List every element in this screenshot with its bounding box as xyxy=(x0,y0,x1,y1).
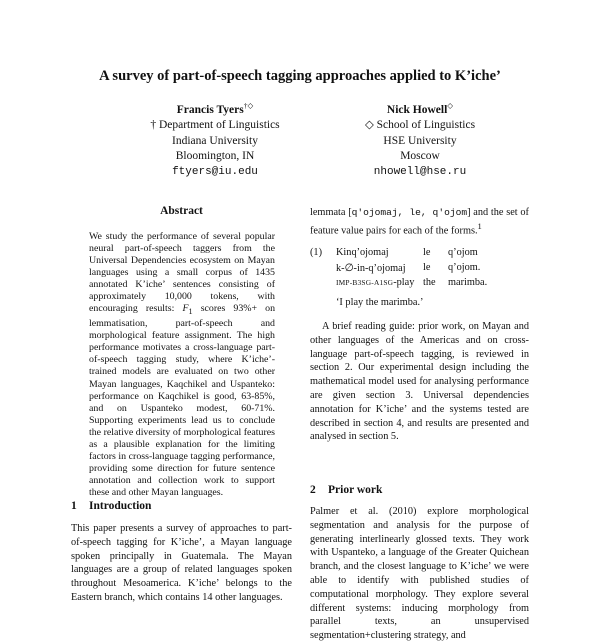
example-word-1: Kinq’ojomaj xyxy=(336,247,389,258)
affiliation-location: Bloomington, IN xyxy=(175,150,255,163)
prior-work-paragraph: Palmer et al. (2010) explore morphological segmentation and analysis for the purpose of generating interlinearly glossed texts. They work with Uspanteko, a language of the Greater Quichean branch, and the closest language to K’iche’ we were able to identify with published studies of computational morphology. They explore several different systems: inducing morphology from parallel texts, an unsupervised segmentation+clustering strategy, and xyxy=(310,506,529,642)
example-word-3: q’ojom xyxy=(448,247,478,258)
section-2-heading xyxy=(310,484,382,496)
introduction-paragraph: This paper presents a survey of approaches to part-of-speech tagging for K’iche’, a Mayan language spoken principally in Guatemala. The Mayan languages are a group of related languages spoken throughout Mesoamerica. K’iche’ belongs to the Eastern branch, which contains 14 other languages. xyxy=(71,523,292,603)
f1-symbol: F xyxy=(182,303,189,315)
example-translation: ‘I play the marimba.’ xyxy=(336,297,424,308)
author-block-howell xyxy=(300,98,540,180)
affiliation-location: Moscow xyxy=(400,150,440,163)
author-block-tyers xyxy=(100,98,330,180)
section-1-heading xyxy=(71,500,151,512)
gloss-tags: IMP-B3SG-A1SG xyxy=(336,278,394,287)
example-segment-2: le xyxy=(423,262,431,273)
example-number: (1) xyxy=(310,247,323,258)
lemmata-codes: q'ojomaj, le, q'ojom xyxy=(351,207,468,218)
affiliation-university: HSE University xyxy=(383,134,457,147)
abstract-body xyxy=(89,231,275,499)
author-name xyxy=(300,98,540,118)
section-number: 2 xyxy=(310,484,316,496)
affiliation-department: ◇ School of Linguistics xyxy=(364,119,476,132)
lemmata-text-before: lemmata [ xyxy=(310,207,352,218)
affiliation-department: † Department of Linguistics xyxy=(150,119,280,132)
example-gloss-2: the xyxy=(423,277,436,288)
abstract-heading: Abstract xyxy=(160,205,203,217)
lemmata-text-after: ] and the set of feature value pairs for each of the forms. xyxy=(310,207,529,237)
example-gloss-1 xyxy=(336,277,414,288)
affiliation-university: Indiana University xyxy=(172,134,258,147)
author-email[interactable]: ftyers@iu.edu xyxy=(172,165,258,178)
lemmata-paragraph xyxy=(310,206,529,238)
f1-subscript: 1 xyxy=(188,307,193,317)
abstract-text-part2: scores 93%+ on lemmatisation, part-of-speech and morphological feature assignment. The high performance motivates a cross-language part-of-speech tagging study, where K’iche’-trained models are evaluated on two other Mayan languages, Kaqchikel and Uspanteko: performance on Kaqchikel is good, 63-85%, and on Uspanteko modest, 60-71%. Supporting experiments lead us to conclude the relative diversity of morphological features as a plausible explanation for the limiting factors in cross-language tagging performance, providing some direction for future sentence annotation and collection work to support these and other Mayan languages. xyxy=(89,303,276,498)
abstract-text-part1: We study the performance of several popular neural part-of-speech taggers from the Universal Dependencies ecosystem on Mayan languages using a small corpus of 1435 annotated K’iche’ sentences consisting of approximately 10,000 tokens, with encouraging results: xyxy=(89,231,275,315)
section-title: Prior work xyxy=(328,484,383,496)
example-segment-3: q’ojom. xyxy=(448,262,481,273)
author-affiliation-marks: ◇ xyxy=(447,101,454,110)
reading-guide-paragraph: A brief reading guide: prior work, on Mayan and other languages of the Americas and on cross-language part-of-speech tagging, is reviewed in section 2. Our experimental design including the mathematical model used for analysing performance are given section 3. Universal dependencies annotation for K’iche’ and the systems tested are described in section 4, and results are presented and analysed in section 5. xyxy=(310,321,529,443)
section-title: Introduction xyxy=(89,500,152,512)
author-email[interactable]: nhowell@hse.ru xyxy=(373,165,467,178)
author-name-text: Nick Howell xyxy=(386,103,448,116)
section-number: 1 xyxy=(71,500,77,512)
author-name xyxy=(100,98,330,118)
footnote-marker[interactable]: 1 xyxy=(477,220,482,231)
example-segment-1: k-∅-in-q’ojomaj xyxy=(336,263,406,274)
example-gloss-3: marimba. xyxy=(448,277,488,288)
example-word-2: le xyxy=(423,247,431,258)
gloss-verb: -play xyxy=(393,277,415,288)
author-affiliation-marks: †◇ xyxy=(243,101,254,110)
author-name-text: Francis Tyers xyxy=(176,103,244,116)
paper-title: A survey of part-of-speech tagging approaches applied to K’iche’ xyxy=(99,68,501,84)
